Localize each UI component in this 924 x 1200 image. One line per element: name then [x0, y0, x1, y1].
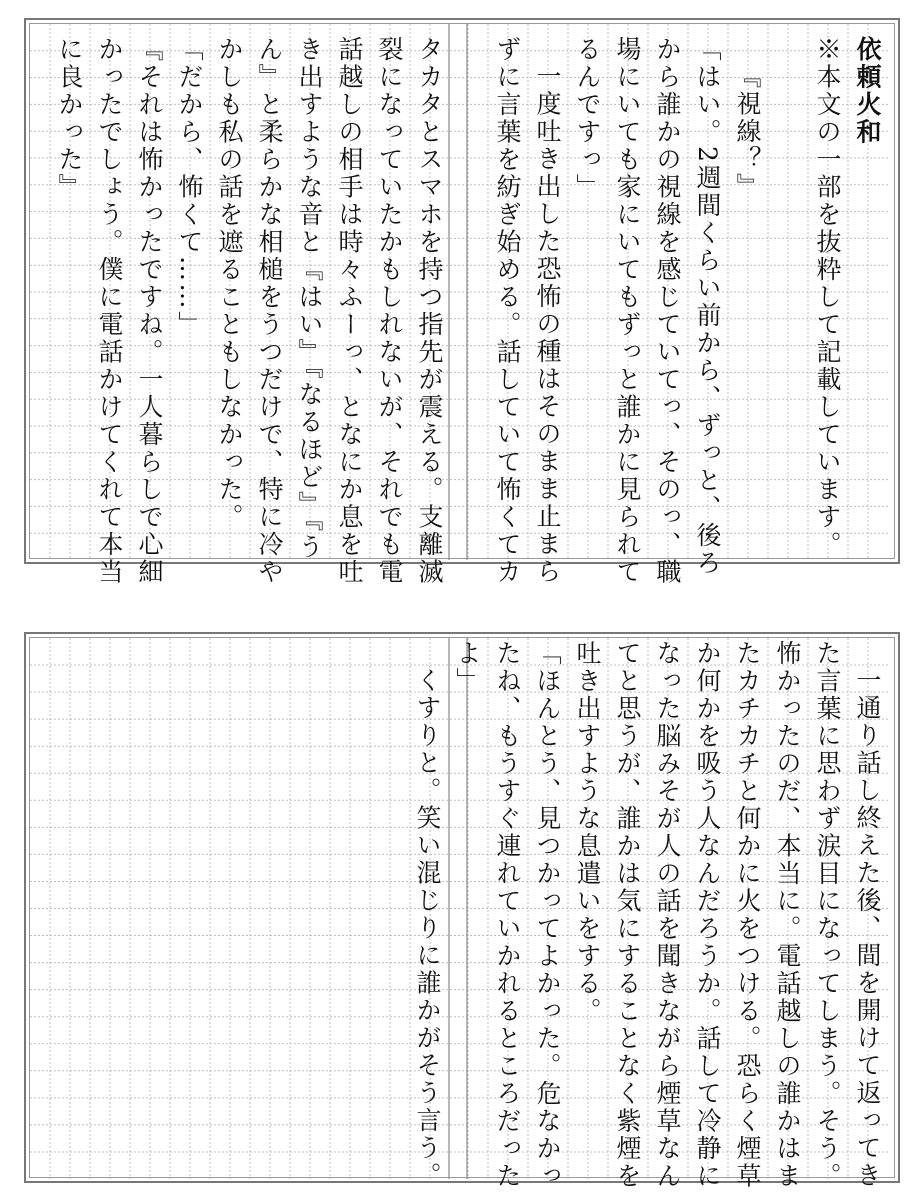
manuscript-page-1-frame [29, 23, 895, 586]
manuscript-grid-2 [30, 638, 896, 1179]
text-column: 「ほんとう、見つかってよかった。危なかっ [533, 640, 562, 1190]
manuscript-page-2-frame [29, 637, 895, 1190]
text-column: 話越しの相手は時々ふーっ、となにか息を吐 [335, 36, 364, 586]
text-column: 怖かったのだ、本当に。電話越しの誰かはま [773, 640, 802, 1190]
text-column: 『視線？』 [733, 63, 762, 201]
text-column: 吐き出すような息遣いをする。 [573, 640, 602, 1025]
text-column: から誰かの視線を感じていてっ、そのっ、職 [653, 36, 682, 586]
text-column: 裂になっていたかもしれないが、それでも電 [375, 36, 404, 586]
text-column: かったでしょう。僕に電話かけてくれて本当 [95, 36, 124, 586]
text-column: くすりと。笑い混じりに誰かがそう言う。 [413, 667, 442, 1190]
text-column: か何かを吸う人なんだろうか。話して冷静に [693, 640, 722, 1190]
text-column: 場にいても家にいてもずっと誰かに見られて [613, 36, 642, 586]
text-column: 一通り話し終えた後、間を開けて返ってき [853, 667, 882, 1190]
text-column: るんですっ」 [573, 36, 602, 201]
document-title: 依頼火和 [853, 36, 882, 146]
text-column: よ」 [453, 640, 482, 695]
text-column: かしも私の話を遮ることもしなかった。 [215, 36, 244, 531]
text-column: ん』と柔らかな相槌をうつだけで、特に冷や [255, 36, 284, 586]
manuscript-page-2 [24, 632, 900, 1190]
text-column: ずに言葉を紡ぎ始める。話していて怖くてカ [493, 36, 522, 586]
text-column: 「はい。2週間くらい前から、ずっと、後ろ [693, 36, 722, 577]
text-column: てと思うが、誰かは気にすることなく紫煙を [613, 640, 642, 1190]
text-column: ※本文の一部を抜粋して記載しています。 [813, 36, 842, 559]
text-column: タカタとスマホを持つ指先が震える。支離滅 [415, 36, 444, 586]
text-column: た言葉に思わず涙目になってしまう。そう。 [813, 640, 842, 1190]
text-column: 『それは怖かったですね。一人暮らしで心細 [135, 36, 164, 586]
manuscript-page-1 [24, 18, 900, 586]
text-column: き出すような音と『はい』『なるほど』『う [295, 36, 324, 561]
text-column: たカチカチと何かに火をつける。恐らく煙草 [733, 640, 762, 1190]
text-column: に良かった』 [55, 36, 84, 201]
text-column: 「だから、怖くて……」 [175, 36, 204, 339]
text-column: 一度吐き出した恐怖の種はそのまま止まら [533, 63, 562, 586]
text-column: なった脳みそが人の話を聞きながら煙草なん [653, 640, 682, 1190]
text-column: たね、もうすぐ連れていかれるところだった [493, 640, 522, 1190]
